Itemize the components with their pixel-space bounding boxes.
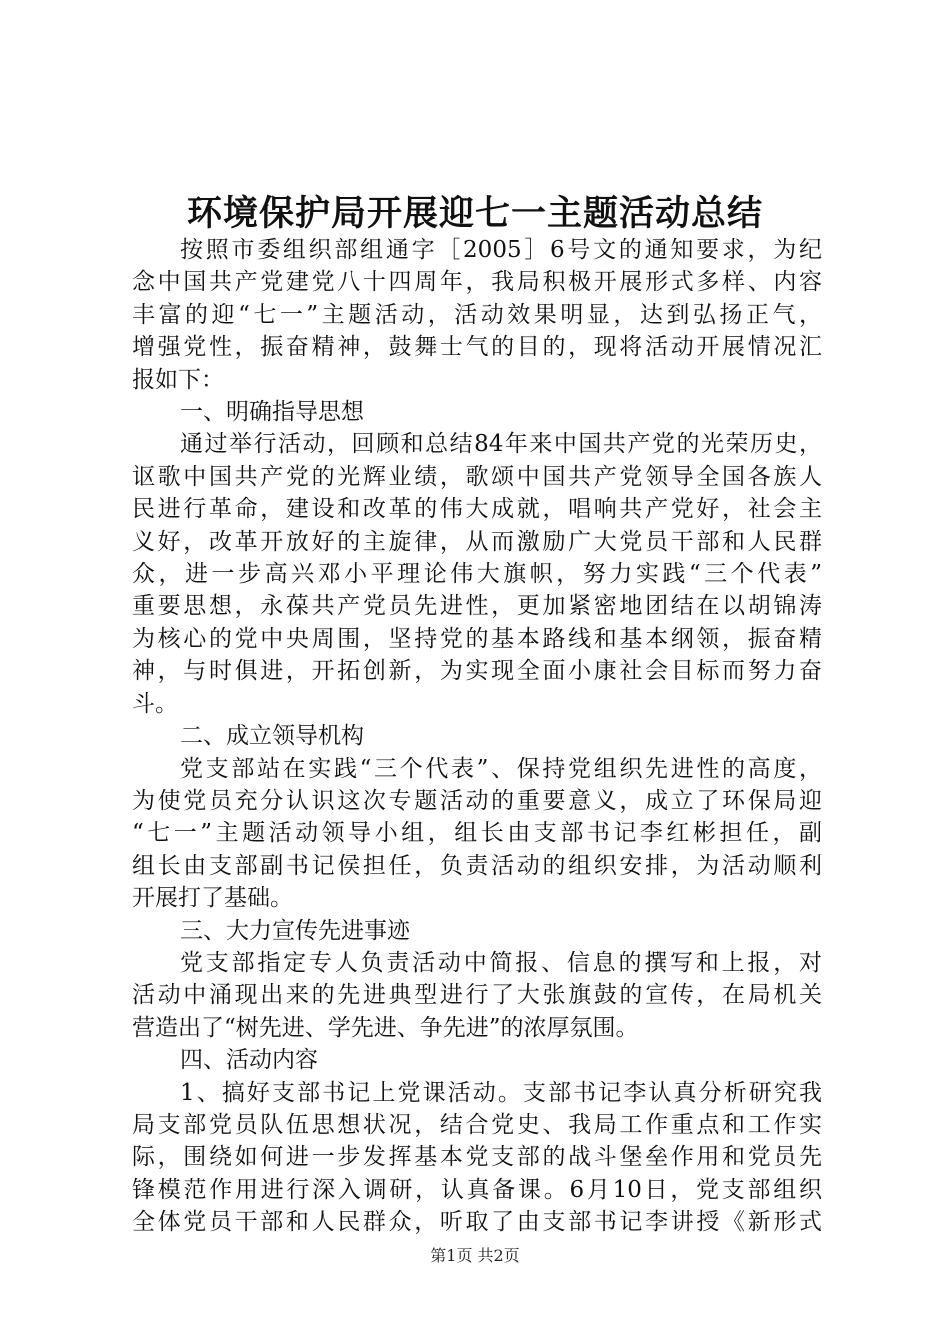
paragraph-line: 营造出了“树先进、学先进、争先进”的浓厚氛围。 [132,1014,639,1041]
section-heading: 三、大力宣传先进事迹 [180,917,410,944]
section-heading: 二、成立领导机构 [180,723,364,750]
page-footer: 第1页 共2页 [430,1246,520,1265]
document-body [132,234,822,1239]
paragraph-line: 义好，改革开放好的主旋律，从而激励广大党员干部和人民群 [132,528,822,555]
paragraph-line: 通过举行活动，回顾和总结84年来中国共产党的光荣历史， [180,431,822,458]
paragraph-line: 为核心的党中央周围，坚持党的基本路线和基本纲领，振奋精 [132,625,822,652]
paragraph-line: 神，与时俱进，开拓创新，为实现全面小康社会目标而努力奋 [132,658,822,685]
paragraph-line: 全体党员干部和人民群众，听取了由支部书记李讲授《新形式 [132,1209,822,1236]
section-heading: 一、明确指导思想 [180,399,364,426]
section-heading: 四、活动内容 [180,1047,318,1074]
paragraph-line: 报如下： [132,366,224,393]
paragraph-line: 活动中涌现出来的先进典型进行了大张旗鼓的宣传，在局机关 [132,982,822,1009]
paragraph-line: 锋模范作用进行深入调研，认真备课。6月10日，党支部组织 [132,1176,822,1203]
paragraph-line: 党支部站在实践“三个代表”、保持党组织先进性的高度， [180,755,822,782]
paragraph-line: 开展打了基础。 [132,885,293,912]
paragraph-line: 党支部指定专人负责活动中简报、信息的撰写和上报，对 [180,949,822,976]
paragraph-line: 丰富的迎“七一”主题活动，活动效果明显，达到弘扬正气， [132,301,822,328]
paragraph-line: 为使党员充分认识这次专题活动的重要意义，成立了环保局迎 [132,787,822,814]
paragraph-line: 讴歌中国共产党的光辉业绩，歌颂中国共产党领导全国各族人 [132,463,822,490]
paragraph-line: 民进行革命，建设和改革的伟大成就，唱响共产党好，社会主 [132,496,822,523]
paragraph-line: 组长由支部副书记侯担任，负责活动的组织安排，为活动顺利 [132,852,822,879]
document-title: 环境保护局开展迎七一主题活动总结 [186,193,763,234]
paragraph-line: “七一”主题活动领导小组，组长由支部书记李红彬担任，副 [132,820,822,847]
paragraph-line: 重要思想，永葆共产党员先进性，更加紧密地团结在以胡锦涛 [132,593,822,620]
paragraph-line: 局支部党员队伍思想状况，结合党史、我局工作重点和工作实 [132,1111,822,1138]
paragraph-line: 斗。 [132,690,178,717]
paragraph-line: 际，围绕如何进一步发挥基本党支部的战斗堡垒作用和党员先 [132,1144,822,1171]
paragraph-line: 按照市委组织部组通字［2005］6号文的通知要求，为纪 [180,237,822,263]
paragraph-line: 念中国共产党建党八十四周年，我局积极开展形式多样、内容 [132,269,822,296]
paragraph-line: 增强党性，振奋精神，鼓舞士气的目的，现将活动开展情况汇 [132,334,822,361]
paragraph-line: 1、搞好支部书记上党课活动。支部书记李认真分析研究我 [180,1079,822,1106]
paragraph-line: 众，进一步高兴邓小平理论伟大旗帜，努力实践“三个代表” [132,561,822,588]
